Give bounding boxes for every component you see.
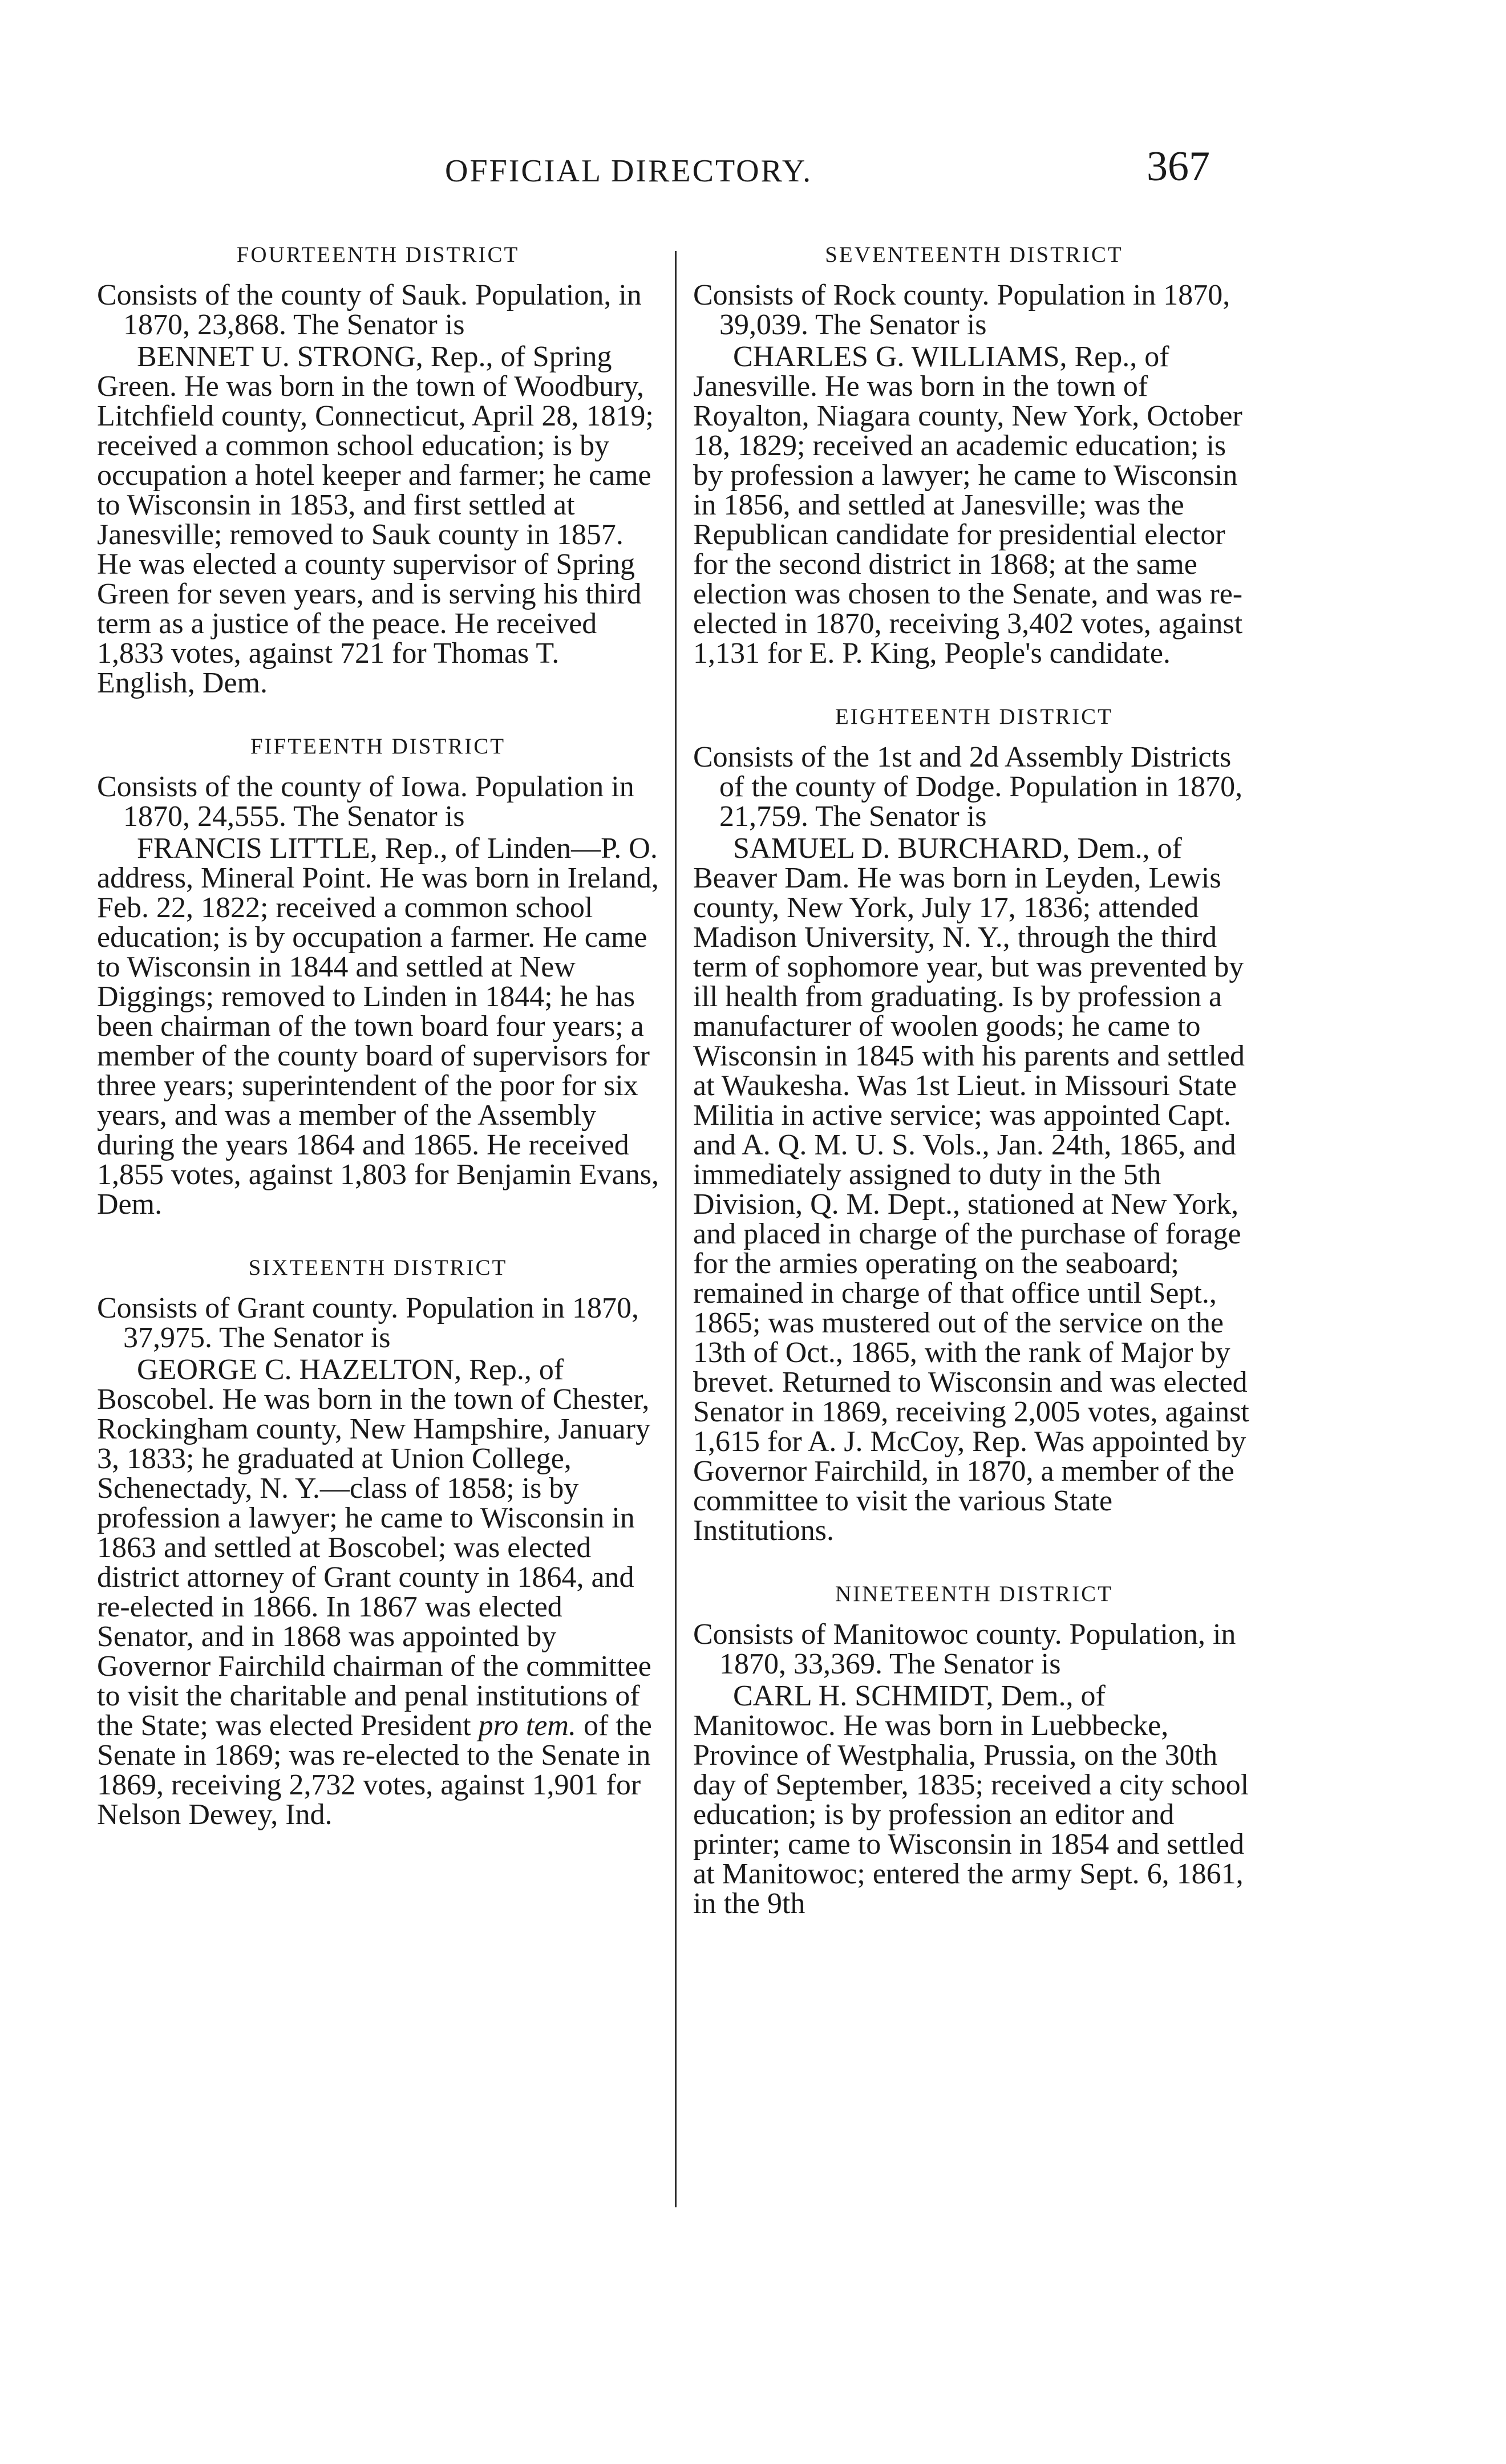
senator-bio: SAMUEL D. BURCHARD, Dem., of Beaver Dam. He was born in Leyden, Lewis county, New York, July 17, 1836; attended Madison University, N. Y., through the third term of sophomore year, but was prevented by ill health from graduating. Is by profession a manufacturer of woolen goods; he came to Wisconsin in 1845 with his parents and settled at Waukesha. Was 1st Lieut. in Missouri State Militia in active service; was appointed Capt. and A. Q. M. U. S. Vols., Jan. 24th, 1865, and immediately assigned to duty in the 5th Division, Q. M. Dept., stationed at New York, and placed in charge of the purchase of forage for the armies operating on the seaboard; remained in charge of that office until Sept., 1865; was mustered out of the service on the 13th of Oct., 1865, with the rank of Major by brevet. Returned to Wisconsin and was elected Senator in 1869, receiving 2,005 votes, against 1,615 for A. J. McCoy, Rep. Was appointed by Governor Fairchild, in 1870, a member of the committee to visit the various State Institutions. xyxy=(693,832,1249,1547)
district-section-eighteenth xyxy=(693,702,1255,1546)
district-intro: Consists of the county of Iowa. Population in 1870, 24,555. The Senator is xyxy=(97,771,634,833)
district-heading: NINETEENTH DISTRICT xyxy=(835,1582,1113,1606)
district-intro: Consists of Grant county. Population in 1870, 37,975. The Senator is xyxy=(97,1292,639,1354)
senator-bio: FRANCIS LITTLE, Rep., of Linden—P. O. address, Mineral Point. He was born in Ireland, Feb. 22, 1822; received a common school education; is by occupation a farmer. He came to Wisconsin in 1844 and settled at New Diggings; removed to Linden in 1844; he has been chairman of the town board four years; a member of the county board of supervisors for three years; superintendent of the poor for six years, and was a member of the Assembly during the years 1864 and 1865. He received 1,855 votes, against 1,803 for Benjamin Evans, Dem. xyxy=(97,832,659,1221)
district-section-fifteenth xyxy=(97,731,659,1219)
district-intro: Consists of the 1st and 2d Assembly Districts of the county of Dodge. Population in 1870, 21,759. The Senator is xyxy=(693,741,1243,833)
bio-italic-text: pro tem. xyxy=(478,1709,576,1742)
district-heading: EIGHTEENTH DISTRICT xyxy=(835,704,1113,729)
senator-bio: CARL H. SCHMIDT, Dem., of Manitowoc. He was born in Luebbecke, Province of Westphalia, Prussia, on the 30th day of September, 1835; received a city school education; is by profession an editor and printer; came to Wisconsin in 1854 and settled at Manitowoc; entered the army Sept. 6, 1861, in the 9th xyxy=(693,1680,1249,1920)
district-section-seventeenth xyxy=(693,240,1255,668)
district-heading: SEVENTEENTH DISTRICT xyxy=(825,242,1123,267)
page-number: 367 xyxy=(1147,143,1210,190)
bio-text: of the Senate in 1869; was re-elected to the Senate in 1869, receiving 2,732 votes, against 1,901 for Nelson Dewey, Ind. xyxy=(97,1709,652,1831)
senator-bio: CHARLES G. WILLIAMS, Rep., of Janesville. He was born in the town of Royalton, Niagara county, New York, October 18, 1829; received an academic education; is by profession a lawyer; he came to Wisconsin in 1856, and settled at Janesville; was the Republican candidate for presidential elector for the second district in 1868; at the same election was chosen to the Senate, and was re-elected in 1870, receiving 3,402 votes, against 1,131 for E. P. King, People's candidate. xyxy=(693,341,1243,670)
district-intro: Consists of the county of Sauk. Population, in 1870, 23,868. The Senator is xyxy=(97,279,642,341)
running-head: OFFICIAL DIRECTORY. xyxy=(445,153,813,189)
district-heading: FOURTEENTH DISTRICT xyxy=(236,242,520,267)
district-section-nineteenth xyxy=(693,1579,1255,1919)
senator-bio: BENNET U. STRONG, Rep., of Spring Green. He was born in the town of Woodbury, Litchfield county, Connecticut, April 28, 1819; received a common school education; is by occupation a hotel keeper and farmer; he came to Wisconsin in 1853, and first settled at Janesville; removed to Sauk county in 1857. He was elected a county supervisor of Spring Green for seven years, and is serving his third term as a justice of the peace. He received 1,833 votes, against 721 for Thomas T. English, Dem. xyxy=(97,341,654,699)
district-intro: Consists of Rock county. Population in 1870, 39,039. The Senator is xyxy=(693,279,1230,341)
district-heading: SIXTEENTH DISTRICT xyxy=(248,1255,508,1280)
senator-bio xyxy=(97,1355,659,1830)
left-column xyxy=(97,240,659,1863)
district-intro: Consists of Manitowoc county. Population, in 1870, 33,369. The Senator is xyxy=(693,1618,1236,1680)
district-heading: FIFTEENTH DISTRICT xyxy=(250,734,506,759)
district-section-sixteenth xyxy=(97,1253,659,1830)
bio-text: GEORGE C. HAZELTON, Rep., of Boscobel. He was born in the town of Chester, Rockingham county, New Hampshire, January 3, 1833; he graduated at Union College, Schenectady, N. Y.—class of 1858; is by profession a lawyer; he came to Wisconsin in 1863 and settled at Boscobel; was elected district attorney of Grant county in 1864, and re-elected in 1866. In 1867 was elected Senator, and in 1868 was appointed by Governor Fairchild chairman of the committee to visit the charitable and penal institutions of the State; was elected President xyxy=(97,1353,651,1742)
right-column xyxy=(693,240,1255,1952)
district-section-fourteenth xyxy=(97,240,659,698)
column-divider xyxy=(675,251,677,2207)
